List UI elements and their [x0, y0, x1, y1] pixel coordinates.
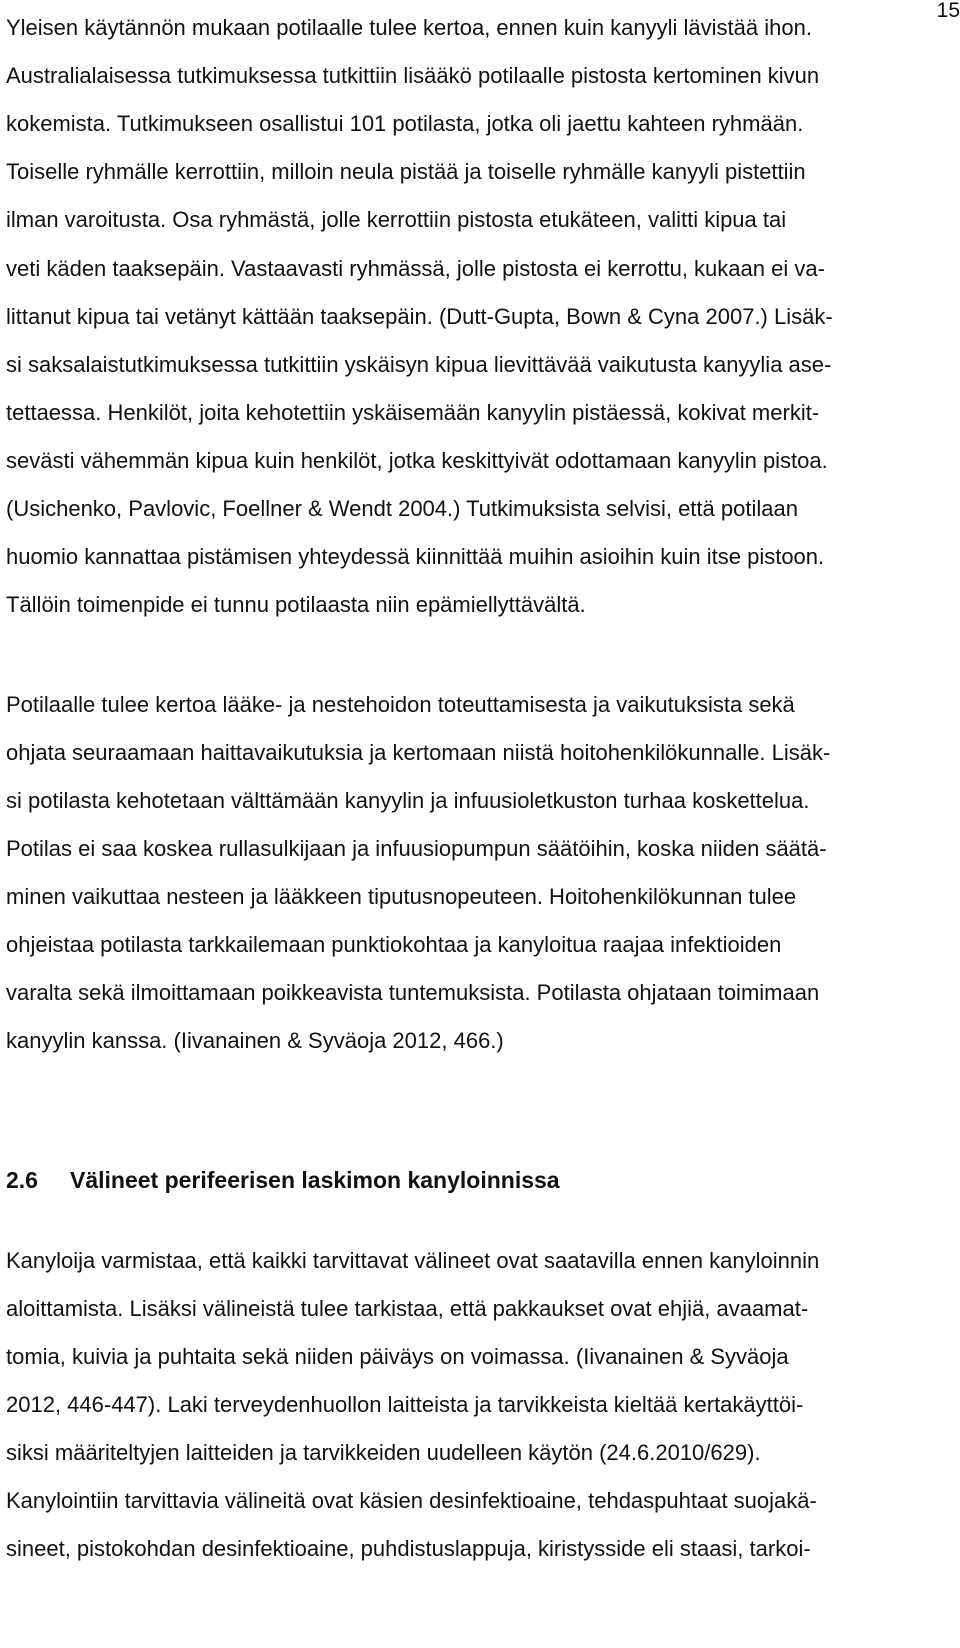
text-line: minen vaikuttaa nesteen ja lääkkeen tiputusnopeuteen. Hoitohenkilökunnan tulee: [6, 884, 797, 909]
text-line: Australialaisessa tutkimuksessa tutkittiin lisääkö potilaalle pistosta kertominen kivun: [6, 63, 820, 88]
page-number: 15: [936, 0, 960, 22]
text-line: sevästi vähemmän kipua kuin henkilöt, jotka keskittyivät odottamaan kanyylin pistoa.: [6, 448, 828, 473]
text-line: Kanylointiin tarvittavia välineitä ovat käsien desinfektioaine, tehdaspuhtaat suojakä-: [6, 1488, 817, 1513]
text-line: ilman varoitusta. Osa ryhmästä, jolle kerrottiin pistosta etukäteen, valitti kipua tai: [6, 207, 787, 232]
section-heading: [6, 1166, 560, 1194]
text-line: kokemista. Tutkimukseen osallistui 101 potilasta, jotka oli jaettu kahteen ryhmään.: [6, 111, 804, 136]
text-line: Toiselle ryhmälle kerrottiin, milloin neula pistää ja toiselle ryhmälle kanyyli pistettiin: [6, 159, 806, 184]
text-line: ohjeistaa potilasta tarkkailemaan punktiokohtaa ja kanyloitua raajaa infektioiden: [6, 932, 782, 957]
section-number: 2.6: [6, 1167, 38, 1193]
text-line: Kanyloija varmistaa, että kaikki tarvittavat välineet ovat saatavilla ennen kanyloinnin: [6, 1248, 820, 1273]
text-line: littanut kipua tai vetänyt kättään taaksepäin. (Dutt-Gupta, Bown & Cyna 2007.) Lisäk-: [6, 304, 833, 329]
text-line: sineet, pistokohdan desinfektioaine, puhdistuslappuja, kiristysside eli staasi, tarkoi-: [6, 1536, 811, 1561]
section-title: Välineet perifeerisen laskimon kanyloinnissa: [70, 1167, 560, 1193]
text-line: tomia, kuivia ja puhtaita sekä niiden päiväys on voimassa. (Iivanainen & Syväoja: [6, 1344, 789, 1369]
text-line: Potilas ei saa koskea rullasulkijaan ja infuusiopumpun säätöihin, koska niiden säätä-: [6, 836, 827, 861]
text-line: Yleisen käytännön mukaan potilaalle tulee kertoa, ennen kuin kanyyli lävistää ihon.: [6, 15, 812, 40]
text-line: ohjata seuraamaan haittavaikutuksia ja kertomaan niistä hoitohenkilökunnalle. Lisäk-: [6, 740, 831, 765]
text-line: veti käden taaksepäin. Vastaavasti ryhmässä, jolle pistosta ei kerrottu, kukaan ei va-: [6, 256, 825, 281]
text-line: si saksalaistutkimuksessa tutkittiin yskäisyn kipua lievittävää vaikutusta kanyylia ase-: [6, 352, 832, 377]
text-line: (Usichenko, Pavlovic, Foellner & Wendt 2004.) Tutkimuksista selvisi, että potilaan: [6, 496, 798, 521]
text-line: Tällöin toimenpide ei tunnu potilaasta niin epämiellyttävältä.: [6, 592, 586, 617]
text-line: aloittamista. Lisäksi välineistä tulee tarkistaa, että pakkaukset ovat ehjiä, avaamat-: [6, 1296, 809, 1321]
text-line: Potilaalle tulee kertoa lääke- ja nestehoidon toteuttamisesta ja vaikutuksista sekä: [6, 692, 795, 717]
text-line: si potilasta kehotetaan välttämään kanyylin ja infuusioletkuston turhaa koskettelua.: [6, 788, 810, 813]
text-line: kanyylin kanssa. (Iivanainen & Syväoja 2012, 466.): [6, 1028, 504, 1053]
text-line: 2012, 446-447). Laki terveydenhuollon laitteista ja tarvikkeista kieltää kertakäyttöi-: [6, 1392, 804, 1417]
text-line: huomio kannattaa pistämisen yhteydessä kiinnittää muihin asioihin kuin itse pistoon.: [6, 544, 825, 569]
text-line: tettaessa. Henkilöt, joita kehotettiin yskäisemään kanyylin pistäessä, kokivat merkit-: [6, 400, 820, 425]
text-line: siksi määriteltyjen laitteiden ja tarvikkeiden uudelleen käytön (24.6.2010/629).: [6, 1440, 761, 1465]
text-line: varalta sekä ilmoittamaan poikkeavista tuntemuksista. Potilasta ohjataan toimimaan: [6, 980, 820, 1005]
